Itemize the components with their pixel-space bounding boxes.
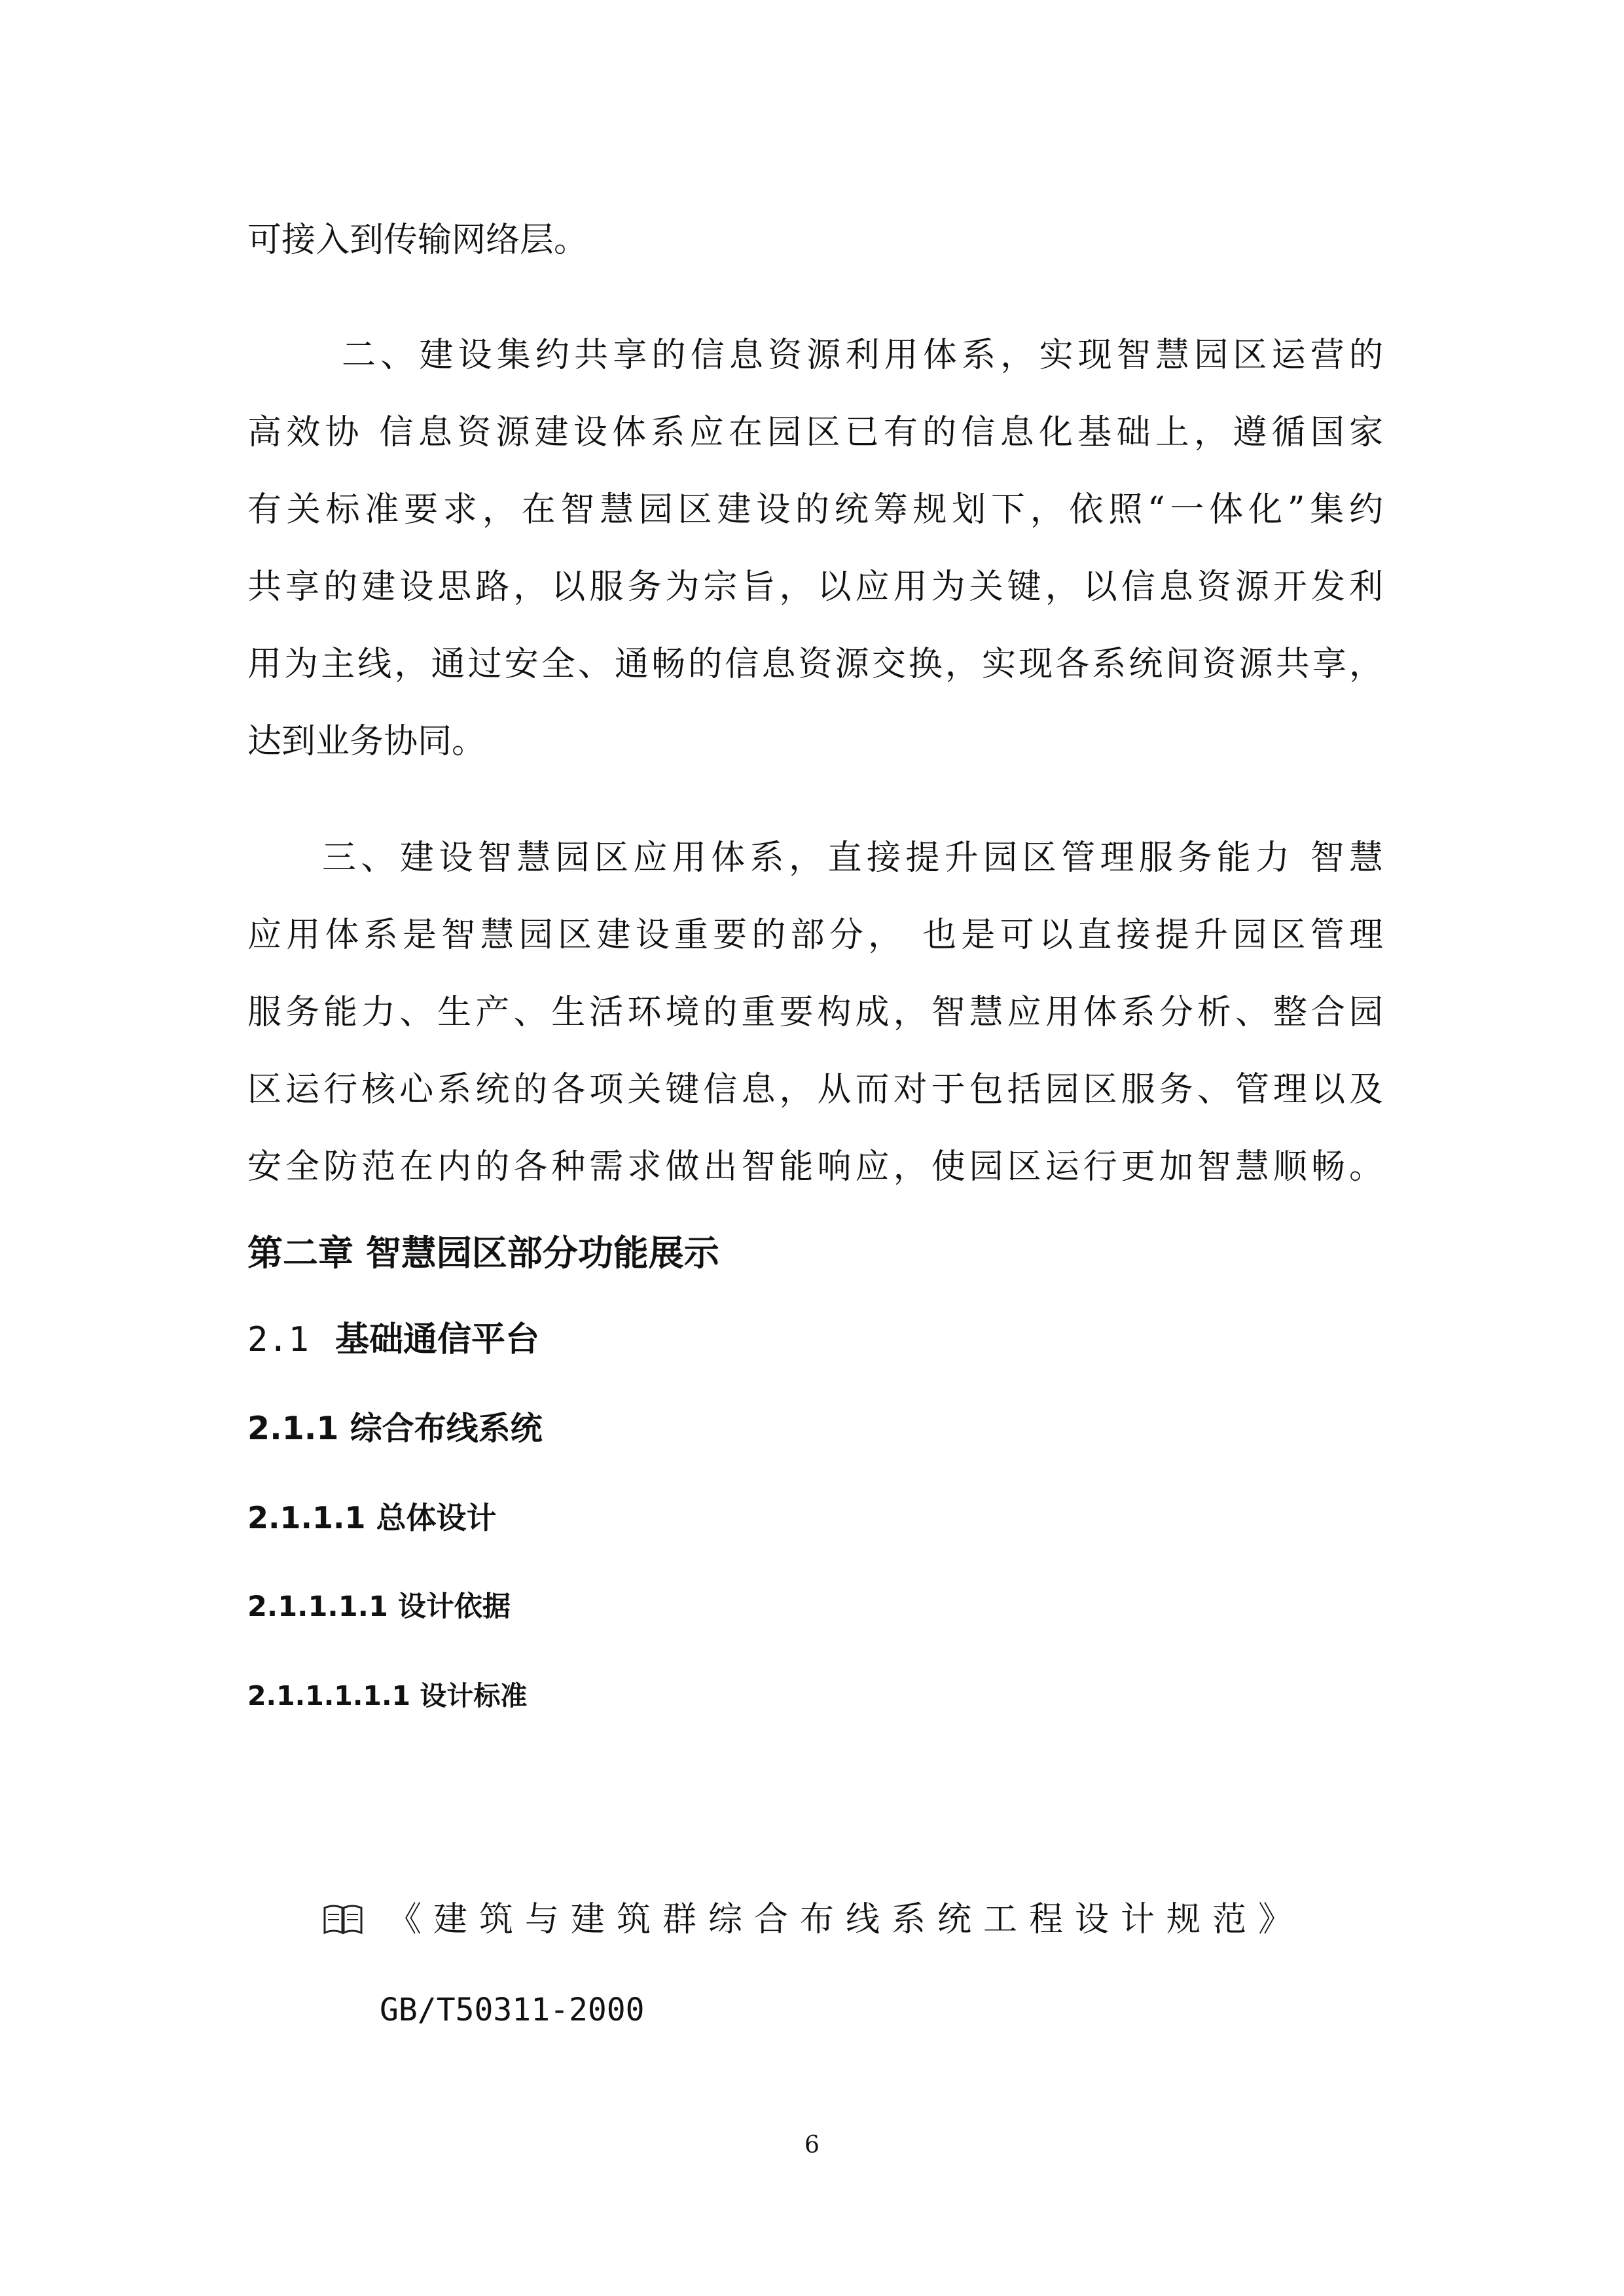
heading-title: 基础通信平台 xyxy=(335,1320,540,1359)
paragraph-line: 应用体系是智慧园区建设重要的部分， 也是可以直接提升园区管理 xyxy=(247,916,1383,955)
chapter-heading: 第二章 智慧园区部分功能展示 xyxy=(247,1232,719,1274)
paragraph-line: 二、建设集约共享的信息资源利用体系，实现智慧园区运营的 xyxy=(342,336,1383,375)
page-number: 6 xyxy=(804,2132,820,2159)
open-book-icon xyxy=(322,1901,364,1938)
paragraph-line: 服务能力、生产、生活环境的重要构成，智慧应用体系分析、整合园 xyxy=(247,993,1383,1032)
paragraph-line: 共享的建设思路，以服务为宗旨，以应用为关键，以信息资源开发利 xyxy=(247,567,1383,607)
paragraph-line: 达到业务协同。 xyxy=(247,722,486,761)
standard-reference-title: 《建筑与建筑群综合布线系统工程设计规范》 xyxy=(388,1900,1305,1939)
section-heading-2-1-1-1: 2.1.1.1 总体设计 xyxy=(247,1500,497,1535)
paragraph-line: 用为主线，通过安全、通畅的信息资源交换，实现各系统间资源共享， xyxy=(247,645,1383,684)
paragraph-line: 三、建设智慧园区应用体系，直接提升园区管理服务能力 智慧 xyxy=(322,838,1383,878)
heading-number: 2.1 xyxy=(247,1320,309,1359)
paragraph-continuation: 可接入到传输网络层。 xyxy=(247,221,588,260)
section-heading-2-1-1: 2.1.1 综合布线系统 xyxy=(247,1410,543,1447)
paragraph-line: 安全防范在内的各种需求做出智能响应，使园区运行更加智慧顺畅。 xyxy=(247,1147,1383,1187)
paragraph-line: 有关标准要求，在智慧园区建设的统筹规划下，依照“一体化”集约 xyxy=(247,490,1383,529)
paragraph-line: 高效协 信息资源建设体系应在园区已有的信息化基础上，遵循国家 xyxy=(247,413,1383,452)
section-heading-2-1-1-1-1: 2.1.1.1.1 设计依据 xyxy=(247,1590,511,1623)
standard-reference-code: GB/T50311-2000 xyxy=(380,1992,645,2028)
section-heading-2-1-1-1-1-1: 2.1.1.1.1.1 设计标准 xyxy=(247,1680,528,1712)
section-heading-2-1 xyxy=(247,1317,1383,1363)
paragraph-line: 区运行核心系统的各项关键信息，从而对于包括园区服务、管理以及 xyxy=(247,1070,1383,1109)
